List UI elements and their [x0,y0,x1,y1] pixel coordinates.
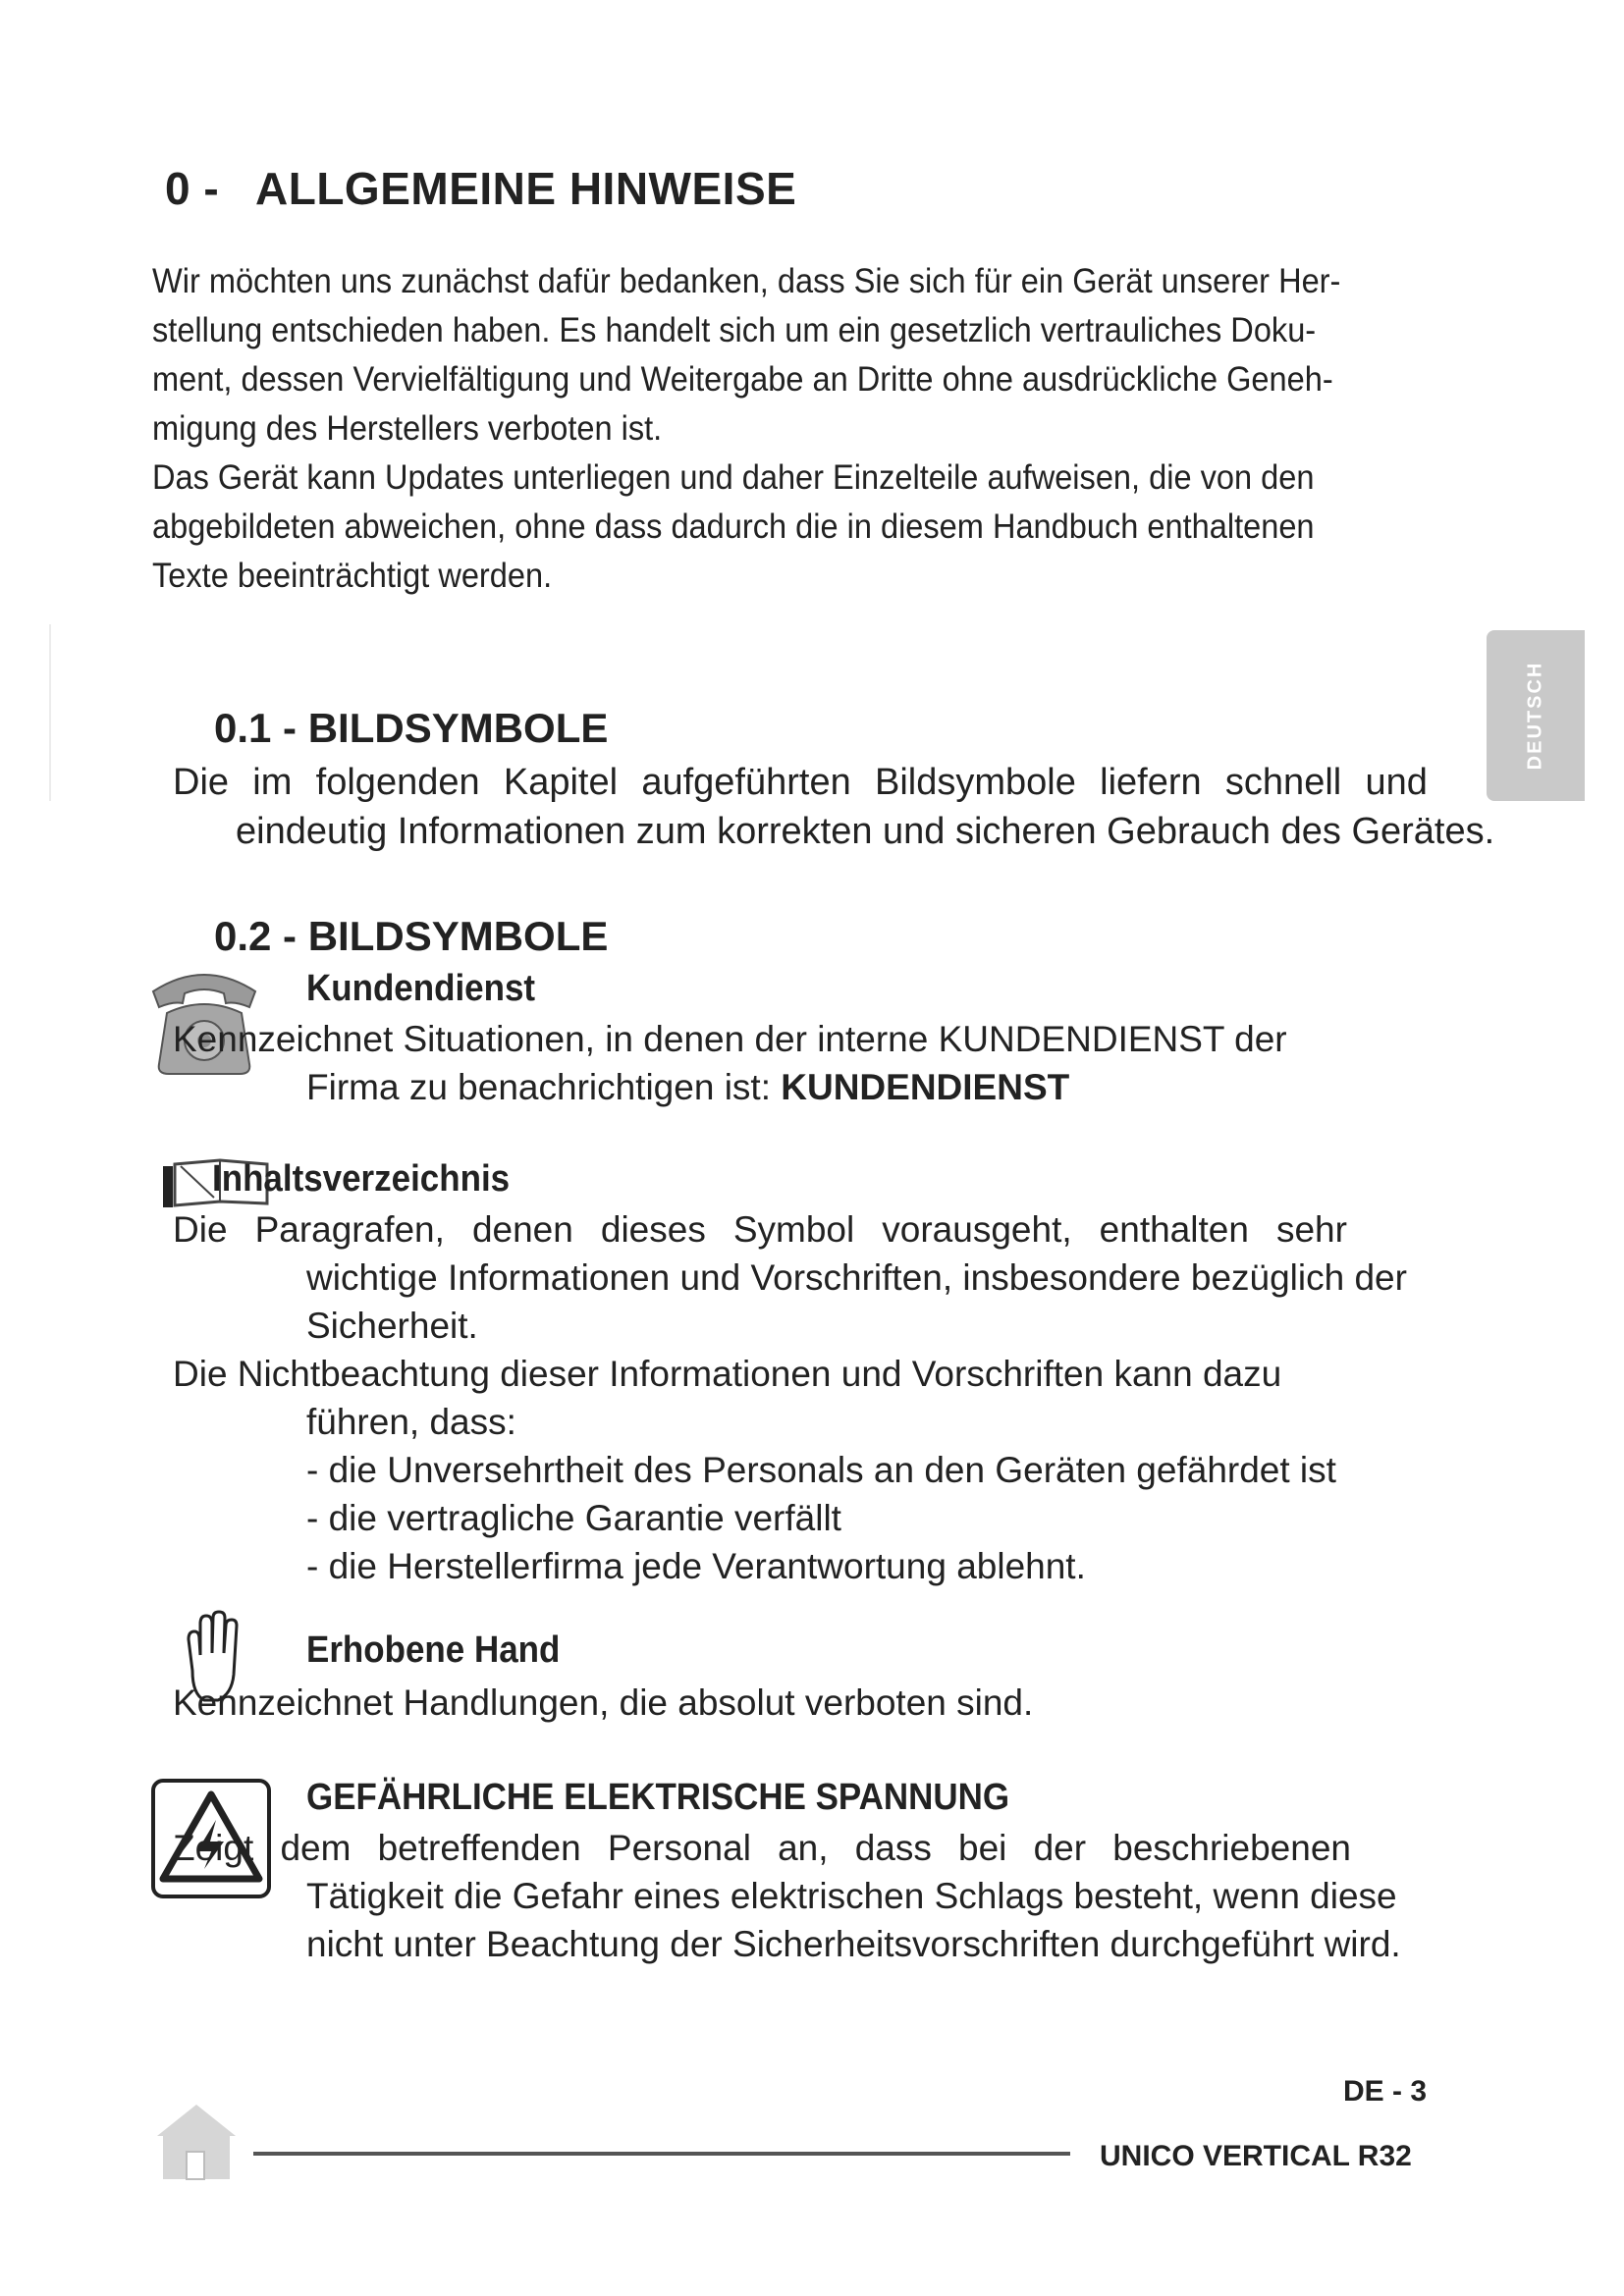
section-title [165,162,796,215]
word: dem [280,1828,352,1868]
home-icon[interactable] [153,2101,240,2181]
symbol-title-kundendienst: Kundendienst [306,968,536,1009]
bullet-item: - die Unversehrtheit des Personals an den Geräten gefährdet ist [306,1450,1336,1490]
word: und [1365,762,1428,803]
justified-line [173,758,1428,807]
text-line: eindeutig Informationen zum korrekten und sicheren Gebrauch des Gerätes. [236,811,1495,852]
intro-line: migung des Herstellers verboten ist. [152,409,663,448]
product-name: UNICO VERTICAL R32 [1100,2140,1412,2172]
text-line: Sicherheit. [306,1306,478,1346]
intro-line: Texte beeinträchtigt werden. [152,557,553,595]
word: schnell [1224,762,1342,803]
text-line: nicht unter Beachtung der Sicherheitsvorschriften durchgeführt wird. [306,1924,1401,1964]
symbol-title-hand: Erhobene Hand [306,1629,561,1671]
word: beschriebenen [1112,1828,1351,1868]
word: dieses [600,1209,706,1250]
symbol-text-hand [173,1679,1449,1727]
language-tab-label: DEUTSCH [1524,661,1546,771]
text-line: Tätigkeit die Gefahr eines elektrischen Schlags besteht, wenn diese [306,1876,1397,1916]
text-line: wichtige Informationen und Vorschriften, insbesondere bezüglich der [306,1257,1407,1298]
intro-line: Wir möchten uns zunächst dafür bedanken, dass Sie sich für ein Gerät unserer Her- [152,262,1341,300]
symbol-text-inhalt [173,1205,1469,1590]
word: denen [471,1209,573,1250]
symbol-title-inhalt: Inhaltsverzeichnis [212,1158,511,1200]
symbol-text-kundendienst [173,1015,1449,1111]
text-line: Die Nichtbeachtung dieser Informationen und Vorschriften kann dazu [173,1354,1282,1394]
page-number: DE - 3 [1343,2075,1428,2108]
symbol-title-spannung: GEFÄHRLICHE ELEKTRISCHE SPANNUNG [306,1777,1010,1818]
intro-line: abgebildeten abweichen, ohne dass dadurch die in diesem Handbuch enthaltenen [152,507,1315,546]
justified-line [173,1824,1351,1872]
word: Zeigt [173,1828,254,1868]
word: Kapitel [503,762,619,803]
text-bold: KUNDENDIENST [781,1067,1070,1107]
bullet-item: - die Herstellerfirma jede Verantwortung ablehnt. [306,1546,1086,1586]
word: Personal [607,1828,751,1868]
word: im [252,762,293,803]
footer-rule [253,2152,1070,2156]
word: betreffenden [377,1828,581,1868]
subsection-title-0-2: 0.2 - BILDSYMBOLE [214,913,609,959]
text-line: Kennzeichnet Situationen, in denen der interne KUNDENDIENST der [173,1019,1287,1059]
intro-line: ment, dessen Vervielfältigung und Weitergabe an Dritte ohne ausdrückliche Geneh- [152,360,1333,399]
intro-line: stellung entschieden haben. Es handelt sich um ein gesetzlich vertrauliches Doku- [152,311,1317,349]
word: folgenden [315,762,480,803]
subsection-title-0-1: 0.1 - BILDSYMBOLE [214,705,609,751]
scan-edge-line [49,624,51,801]
word: liefern [1100,762,1202,803]
intro-line: Das Gerät kann Updates unterliegen und daher Einzelteile aufweisen, die von den [152,458,1315,497]
word: Bildsymbole [875,762,1076,803]
text-fragment: Firma zu benachrichtigen ist: [306,1067,782,1107]
bullet-item: - die vertragliche Garantie verfällt [306,1498,841,1538]
symbol-text-spannung [173,1824,1469,1968]
text-line: führen, dass: [306,1402,516,1442]
word: vorausgeht, [882,1209,1072,1250]
justified-line [173,1205,1347,1254]
section-number: 0 - [165,163,220,214]
subsection-text-0-1 [173,758,1508,856]
section-heading: ALLGEMEINE HINWEISE [255,163,797,214]
word: an, [778,1828,829,1868]
word: Paragrafen, [254,1209,445,1250]
word: enthalten [1099,1209,1249,1250]
word: aufgeführten [641,762,851,803]
word: sehr [1275,1209,1347,1250]
word: Die [173,762,230,803]
word: der [1033,1828,1087,1868]
word: Die [173,1209,228,1250]
intro-text [152,257,1376,601]
word: dass [854,1828,932,1868]
text-line: Kennzeichnet Handlungen, die absolut verboten sind. [173,1682,1034,1723]
word: bei [958,1828,1007,1868]
text-line [173,1063,1449,1111]
word: Symbol [732,1209,855,1250]
